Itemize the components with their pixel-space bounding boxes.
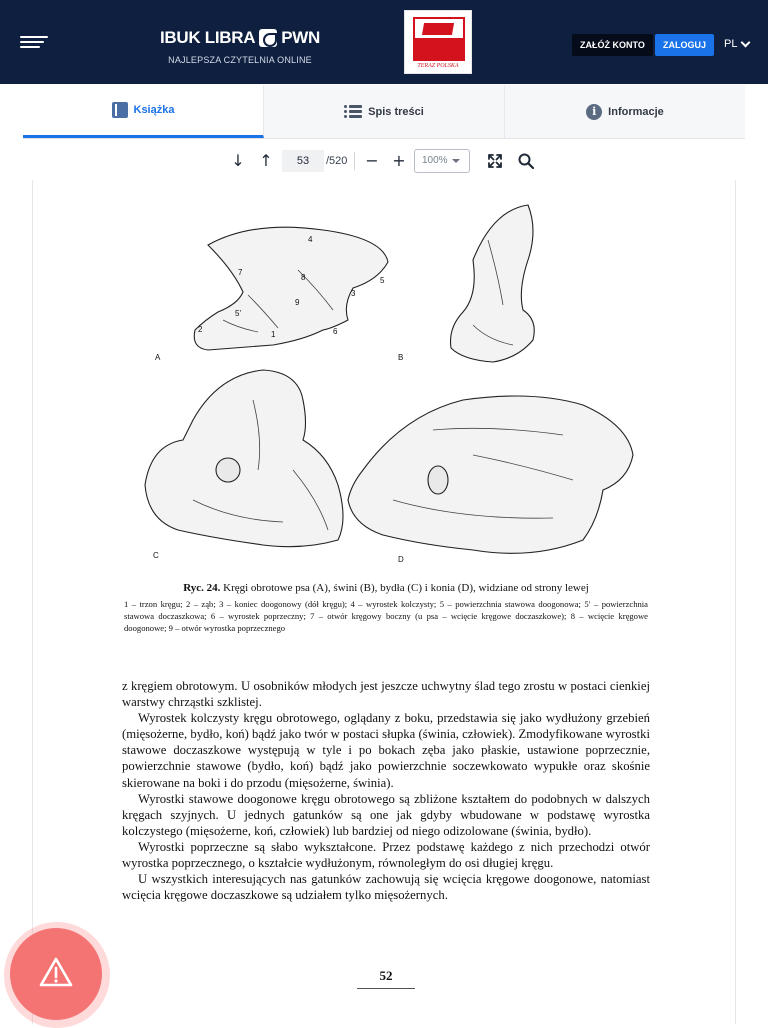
figure-caption: [122, 582, 650, 634]
login-button[interactable]: ZALOGUJ: [655, 34, 714, 56]
page-number: 52: [357, 968, 415, 989]
callout-label: 2: [198, 325, 203, 334]
caption-figure-number: Ryc. 24.: [183, 582, 221, 594]
zoom-select[interactable]: [414, 149, 470, 173]
page-body-text: [122, 678, 650, 903]
teraz-polska-text: TERAZ POLSKA: [417, 63, 459, 69]
list-icon: [344, 105, 362, 119]
warning-triangle-icon: [38, 954, 74, 990]
vertebra-d-drawing: [348, 396, 633, 553]
pwn-logo-icon: [259, 29, 277, 47]
callout-label: 5: [380, 276, 385, 285]
vertebra-a-drawing: [194, 227, 388, 350]
paragraph: Wyrostek kolczysty kręgu obrotowego, oglądany z boku, przedstawia się jako wydłużony grzebień (mięsożerne, bydło, koń) bądź jako twór w postaci słupka (świnia, człowiek). Zmodyfikowane wyrostki stawowe doczaszkowe występują w tyle i po bokach zęba jako płaskie, ustawione poprzecznie, powierzchnie stawowe (bydło, koń) bądź jako powierzchnie soczewkowato wypukłe oraz skośnie skierowane na boki i do przodu (mięsożerne, świnia).: [122, 711, 650, 790]
zoom-in-plus-icon[interactable]: +: [392, 151, 406, 170]
menu-icon[interactable]: [20, 36, 48, 50]
polish-flag-icon: [413, 17, 465, 61]
panel-label: A: [155, 353, 161, 362]
callout-label: 6: [333, 327, 338, 336]
reader-tabs: [23, 85, 745, 139]
paragraph: U wszystkich interesujących nas gatunków zachowują się wcięcia kręgowe doogonowe, natomiast wcięcia kręgowe doczaszkowe są udziałem tylko mięsożernych.: [122, 872, 650, 903]
previous-page-arrow-up-icon[interactable]: ↑: [259, 151, 273, 170]
next-page-arrow-down-icon[interactable]: ↓: [231, 151, 245, 170]
fullscreen-expand-icon[interactable]: [488, 154, 502, 168]
teraz-polska-logo: [404, 10, 472, 74]
paragraph: Wyrostki poprzeczne są słabo wykształcone. Przez podstawę każdego z nich przechodzi otwór wyrostka poprzecznego, o kształcie wydłużonym, równoległym do osi długiej kręgu.: [122, 839, 650, 871]
brand-name: IBUK LIBRA: [160, 28, 256, 47]
zoom-value: 100%: [422, 155, 448, 166]
panel-label: C: [153, 551, 159, 560]
paragraph: Wyrostki stawowe doogonowe kręgu obrotowego są zbliżone kształtem do podobnych w dalszych kręgach szyjnych. U jednych gatunków są one jak gdyby wbudowane w podstawę wyrostka kolczystego (mięsożerne, koń, człowiek) lub bardziej od niego odizolowane (świnia, bydło).: [122, 791, 650, 838]
toolbar-divider: [354, 152, 355, 170]
register-button[interactable]: ZAŁÓŻ KONTO: [572, 34, 653, 56]
search-icon[interactable]: [518, 153, 534, 169]
callout-label: 3: [351, 289, 356, 298]
tab-book[interactable]: [23, 85, 264, 138]
tab-table-of-contents[interactable]: [264, 85, 505, 138]
language-selector[interactable]: [724, 38, 749, 50]
report-warning-button[interactable]: [10, 928, 102, 1020]
callout-label: 8: [301, 273, 306, 282]
reader-toolbar: [0, 146, 768, 176]
page-total: /520: [326, 155, 348, 167]
tab-book-label: Książka: [133, 104, 175, 116]
callout-label: 7: [238, 268, 243, 277]
caption-title-text: Kręgi obrotowe psa (A), świni (B), bydła (C) i konia (D), widziane od strony lewej: [220, 582, 589, 594]
top-header: [0, 0, 768, 84]
info-icon: i: [586, 104, 602, 120]
vertebra-illustration: [133, 200, 643, 590]
callout-label: 9: [295, 298, 300, 307]
brand-partner: PWN: [281, 28, 320, 47]
tab-toc-label: Spis treści: [368, 105, 424, 118]
paragraph: z kręgiem obrotowym. U osobników młodych jest jeszcze uchwytny ślad tego zrostu w postaci cienkiej warstwy chrząstki szklistej.: [122, 679, 650, 710]
tab-info-label: Informacje: [608, 105, 664, 118]
callout-label: 5': [235, 309, 241, 318]
panel-label: D: [398, 555, 404, 564]
book-page: [32, 180, 736, 1024]
brand-tagline: NAJLEPSZA CZYTELNIA ONLINE: [168, 55, 312, 65]
chevron-down-icon: [741, 37, 751, 47]
book-icon: [112, 102, 128, 118]
caption-legend: 1 – trzon kręgu; 2 – ząb; 3 – koniec doogonowy (dół kręgu); 4 – wyrostek kolczysty; 5 – powierzchnia stawowa doogonowa; 5′ – powierzchnia stawowa doczaszkowa; 6 – wyrostek poprzeczny; 7 – otwór kręgowy boczny (u psa – wcięcie kręgowe doczaszkowe); 8 – wcięcie kręgowe doogonowe; 9 – otwór wyrostka poprzecznego: [124, 599, 648, 633]
tab-information[interactable]: [505, 85, 745, 138]
panel-label: B: [398, 353, 404, 362]
callout-label: 4: [308, 235, 313, 244]
callout-label: 1: [271, 330, 276, 339]
page-number-input[interactable]: [282, 150, 324, 172]
language-label: PL: [724, 38, 738, 50]
brand-logo[interactable]: [140, 28, 340, 65]
zoom-out-minus-icon[interactable]: −: [365, 151, 379, 170]
vertebra-c-drawing: [145, 370, 343, 547]
